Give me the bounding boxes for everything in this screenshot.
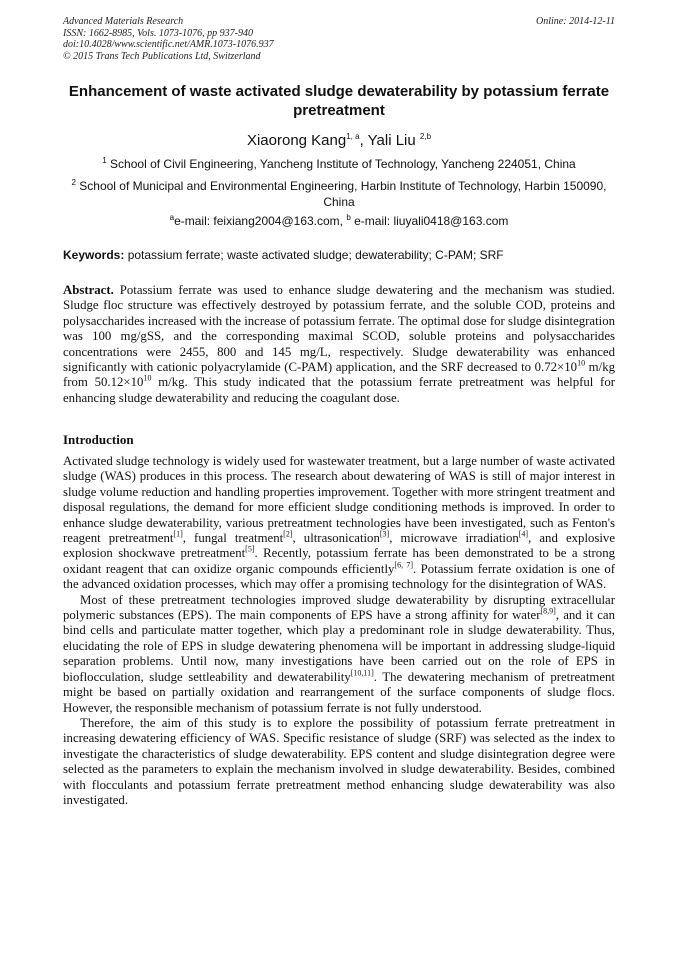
citation-5: [5] xyxy=(245,545,255,555)
author-1-sup: 1, a xyxy=(346,132,360,141)
email-b-sup: b xyxy=(346,213,351,222)
intro-paragraph-1 xyxy=(63,454,615,593)
journal-name: Advanced Materials Research xyxy=(63,16,184,27)
paper-title: Enhancement of waste activated sludge dewaterability by potassium ferrate pretreatment xyxy=(68,83,610,119)
abstract-exp-1: 10 xyxy=(577,358,586,368)
p1-text-7: . Potassium ferrate oxidation is one of the advanced oxidation processes, which may offer a promising technology for the disintegration of WAS. xyxy=(63,561,615,592)
email-line xyxy=(63,214,615,230)
affiliation-2-text: School of Municipal and Environmental Engineering, Harbin Institute of Technology, Harbin 150090, China xyxy=(75,179,607,209)
intro-paragraph-2 xyxy=(63,593,615,716)
citation-6-7: [6, 7] xyxy=(394,560,413,570)
affiliation-2 xyxy=(63,179,615,210)
p1-text-4: , microwave irradiation xyxy=(389,531,519,546)
issn-line: ISSN: 1662-8985, Vols. 1073-1076, pp 937-940 xyxy=(63,27,253,39)
citation-3: [3] xyxy=(379,529,390,539)
copyright-line: © 2015 Trans Tech Publications Ltd, Switzerland xyxy=(63,50,261,62)
abstract-text-1: Potassium ferrate was used to enhance sludge dewatering and the mechanism was studied. Sludge floc structure was effectively destroyed by potassium ferrate, and the soluble COD, proteins and polysaccharides increased with the increase of potassium ferrate. The optimal dose for sludge disintegration was 100 mg/gSS, and the corresponding maximal SCOD, soluble proteins and polysaccharides concentrations were 2455, 800 and 145 mg/L, respectively. Sludge dewaterability was enhanced significantly with cationic polyacrylamide (C-PAM) application, and the SRF decreased to 0.72×10 xyxy=(63,283,615,375)
p1-text-3: , ultrasonication xyxy=(292,531,380,546)
citation-1: [1] xyxy=(173,529,183,539)
abstract-label: Abstract. xyxy=(63,283,114,297)
abstract-text-2: m/kg from 50.12×10 xyxy=(63,360,615,390)
affiliation-2-sup: 2 xyxy=(71,178,76,187)
online-date: Online: 2014-12-11 xyxy=(536,16,615,27)
keywords-text: potassium ferrate; waste activated sludge; dewaterability; C-PAM; SRF xyxy=(124,248,504,262)
journal-header xyxy=(63,16,615,62)
intro-paragraph-3: Therefore, the aim of this study is to explore the possibility of potassium ferrate pretreatment in increasing dewatering efficiency of WAS. Specific resistance of sludge (SRF) was selected as the index to investigate the characteristics of sludge dewaterability. EPS content and sludge disintegration degree were selected as the parameters to explain the mechanism involved in sludge dewaterability. Besides, combined with flocculants and potassium ferrate pretreatment method enhancing sludge dewaterability was also investigated. xyxy=(63,715,615,807)
citation-10-11: [10,11] xyxy=(350,668,374,678)
p1-text-5: , and explosive explosion shockwave pretreatment xyxy=(63,531,616,561)
author-2-sup: 2,b xyxy=(419,132,432,141)
p2-text-2: , and it can bind cells and particulate matter together, which play a predominant role in sludge dewaterability. Thus, elucidating the role of EPS in sludge dewatering phenomena will be important in addressing sludge-liquid separation problems. Until now, many investigations have been carried out on the role of EPS in bioflocculation, sludge settleability and dewaterability xyxy=(63,608,615,684)
citation-2: [2] xyxy=(283,529,293,539)
p2-text-1: Most of these pretreatment technologies improved sludge dewaterability by disrupting extracellular polymeric substances (EPS). The main components of EPS have a strong affinity for water xyxy=(63,592,615,623)
keywords-label: Keywords: xyxy=(63,248,125,262)
affiliation-1-sup: 1 xyxy=(102,156,107,165)
author-line xyxy=(63,131,615,151)
email-a: e-mail: feixiang2004@163.com, xyxy=(174,214,347,228)
keywords xyxy=(63,248,615,263)
citation-4: [4] xyxy=(518,529,529,539)
abstract-exp-2: 10 xyxy=(143,374,152,384)
abstract xyxy=(63,283,615,406)
author-1: Xiaorong Kang xyxy=(246,132,347,149)
p2-text-3: . The dewatering mechanism of pretreatment might be based on partially oxidation and rearrangement of the surface components of sludge flocs. However, the responsible mechanism of potassium ferrate is not fully understood. xyxy=(63,669,615,715)
email-b: e-mail: liuyali0418@163.com xyxy=(350,214,509,228)
author-separator: , xyxy=(359,132,368,149)
citation-8-9: [8,9] xyxy=(540,606,556,616)
email-a-sup: a xyxy=(169,213,175,222)
doi-line: doi:10.4028/www.scientific.net/AMR.1073-1076.937 xyxy=(63,39,274,50)
p1-text-1: Activated sludge technology is widely used for wastewater treatment, but a large number of waste activated sludge (WAS) produces in this process. The research about dewatering of WAS is still of major interest in sludge volume reduction and handling properties improvement. Together with more stringent treatment and disposal regulations, the demand for more efficient sludge conditioning methods is improved. In order to enhance sludge dewaterability, various pretreatment technologies have been investigated, such as Fenton's reagent pretreatment xyxy=(63,454,615,546)
introduction-body xyxy=(63,454,615,808)
section-heading-introduction: Introduction xyxy=(63,432,134,447)
p1-text-6: . Recently, potassium ferrate has been demonstrated to be a strong oxidant reagent that can oxidize organic compounds efficiently xyxy=(63,546,615,576)
affiliation-1-text: School of Civil Engineering, Yancheng Institute of Technology, Yancheng 224051, China xyxy=(106,157,576,171)
affiliation-1 xyxy=(63,157,615,173)
author-2: Yali Liu xyxy=(367,132,420,149)
abstract-text-3: m/kg. This study indicated that the potassium ferrate pretreatment was helpful for enhancing sludge dewaterability and reducing the coagulant dose. xyxy=(63,375,615,405)
p1-text-2: , fungal treatment xyxy=(182,531,284,546)
